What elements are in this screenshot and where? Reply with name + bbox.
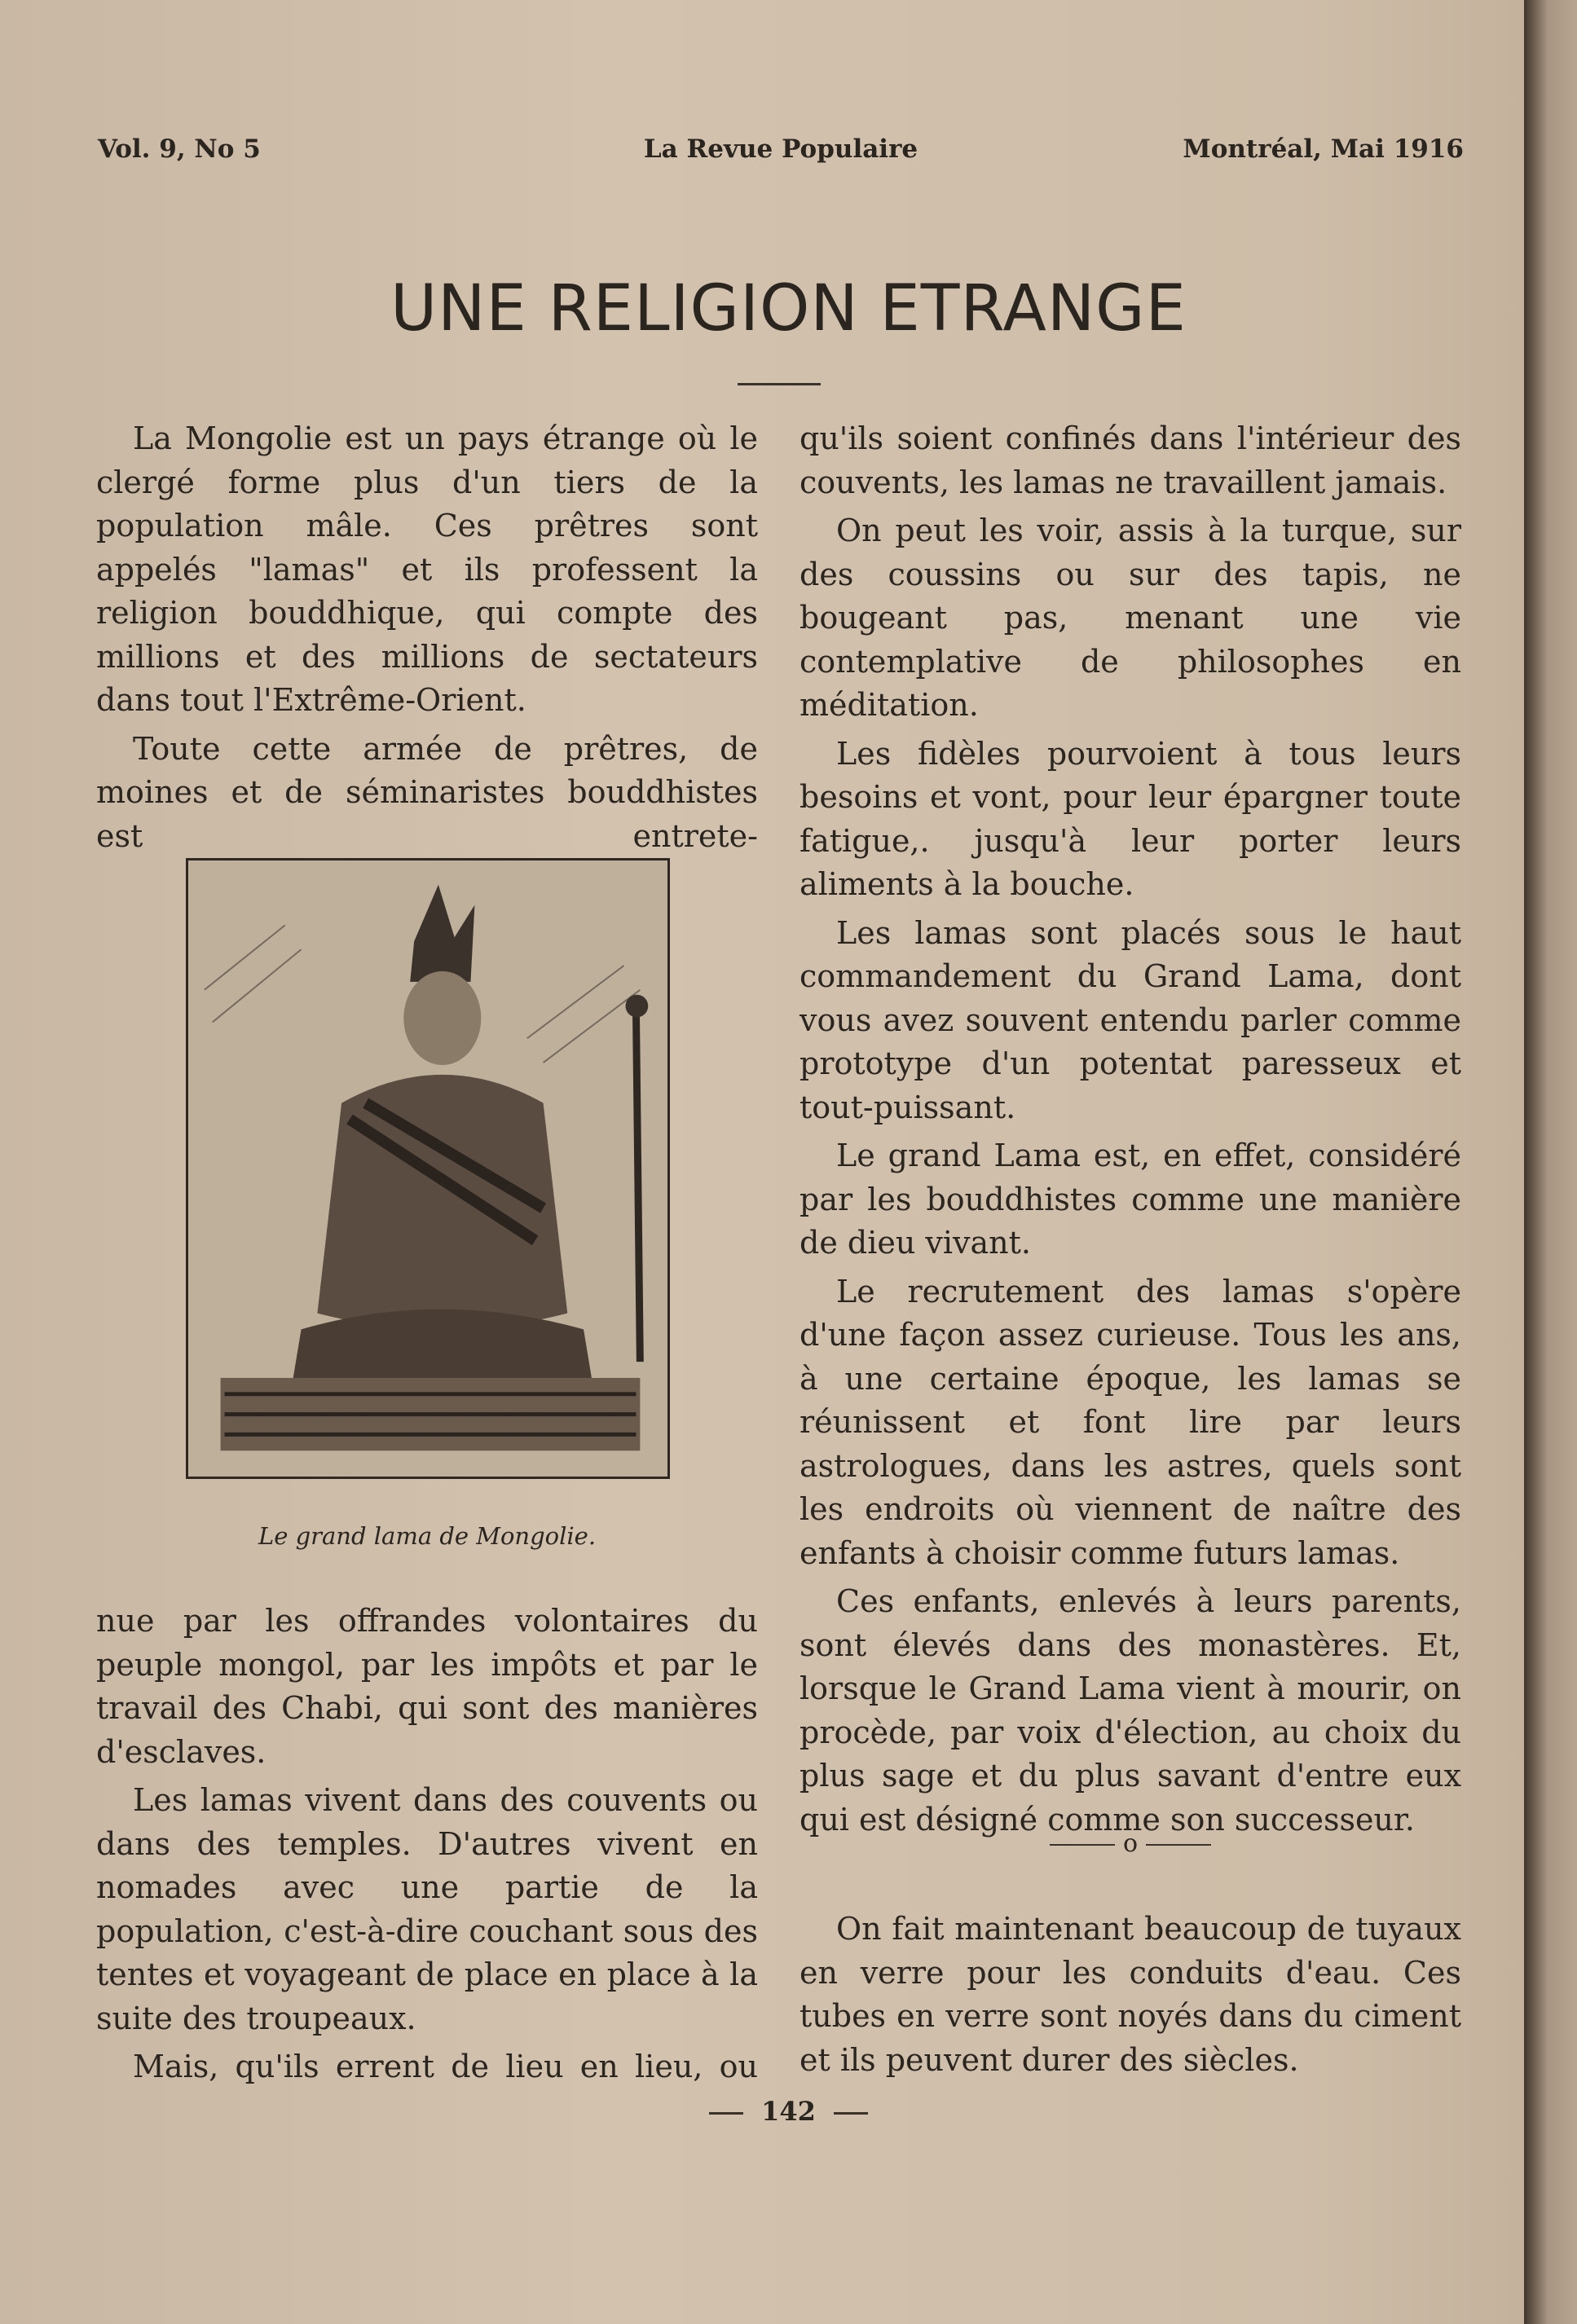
paragraph: nue par les offrandes volontaires du peuple mongol, par les impôts et par le travail des Chabi, qui sont des manières d'esclaves.: [96, 1603, 758, 1770]
column-right: [800, 417, 1461, 1846]
paragraph: Le recrutement des lamas s'opère d'une façon assez curieuse. Tous les ans, à une certaine époque, les lamas se réunissent et font lire par leurs astrologues, dans les astres, quels sont les endroits où viennent de naître des enfants à choisir comme futurs lamas.: [800, 1273, 1461, 1571]
paragraph: On fait maintenant beaucoup de tuyaux en verre pour les conduits d'eau. Ces tubes en verre sont noyés dans du ciment et ils peuvent durer des siècles.: [800, 1911, 1461, 2078]
footer-dash-right: [834, 2112, 868, 2115]
book-gutter: [1524, 0, 1577, 2324]
page-number: 142: [761, 2096, 816, 2127]
volume-number: Vol. 9, No 5: [98, 134, 261, 164]
figure-caption: Le grand lama de Mongolie.: [258, 1522, 597, 1550]
paragraph: Les lamas vivent dans des couvents ou dans des temples. D'autres vivent en nomades avec une partie de la population, c'est-à-dire couchant sous des tentes et voyageant de place en place à la suite des troupeaux.: [96, 1782, 758, 2036]
running-header: [98, 134, 1464, 175]
section-separator: [800, 1829, 1461, 1858]
column-left-bottom: [96, 1600, 758, 2094]
paragraph: Le grand Lama est, en effet, considéré par les bouddhistes comme une manière de dieu vivant.: [800, 1138, 1461, 1261]
separator-line-right: [1146, 1844, 1211, 1846]
article-title: UNE RELIGION ETRANGE: [390, 272, 1187, 346]
title-rule: [738, 383, 821, 385]
grand-lama-illustration: [186, 858, 670, 1479]
paragraph: qu'ils soient confinés dans l'intérieur des couvents, les lamas ne travaillent jamais.: [800, 420, 1461, 500]
page-footer: [0, 2096, 1577, 2127]
footer-dash-left: [709, 2112, 743, 2115]
separator-mark: o: [1122, 1829, 1139, 1858]
paragraph: Les fidèles pourvoient à tous leurs besoins et vont, pour leur épargner toute fatigue,. jusqu'à leur porter leurs aliments à la bouche.: [800, 735, 1461, 902]
issue-date: Montréal, Mai 1916: [1183, 134, 1464, 164]
paragraph: La Mongolie est un pays étrange où le clergé forme plus d'un tiers de la population mâle. Ces prêtres sont appelés "lamas" et ils professent la religion bouddhique, qui compte des millions et des millions de sectateurs dans tout l'Extrême-Orient.: [96, 420, 758, 718]
column-left-top: [96, 417, 758, 863]
paragraph: Les lamas sont placés sous le haut commandement du Grand Lama, dont vous avez souvent entendu parler comme prototype d'un potentat paresseux et tout-puissant.: [800, 914, 1461, 1125]
paragraph: Toute cette armée de prêtres, de moines et de séminaristes bouddhistes est entrete-: [96, 730, 758, 854]
paragraph: Ces enfants, enlevés à leurs parents, sont élevés dans des monastères. Et, lorsque le Grand Lama vient à mourir, on procède, par voix d'élection, au choix du plus sage et du plus savant d'entre eux qui est désigné comme son successeur.: [800, 1583, 1461, 1838]
paragraph: On peut les voir, assis à la turque, sur des coussins ou sur des tapis, ne bougeant pas, menant une vie contemplative de philosophes en méditation.: [800, 513, 1461, 723]
separator-line-left: [1050, 1844, 1115, 1846]
paragraph: Mais, qu'ils errent de lieu en lieu, ou: [133, 2049, 758, 2084]
filler-note: [800, 1908, 1461, 2087]
publication-name: La Revue Populaire: [643, 134, 918, 164]
